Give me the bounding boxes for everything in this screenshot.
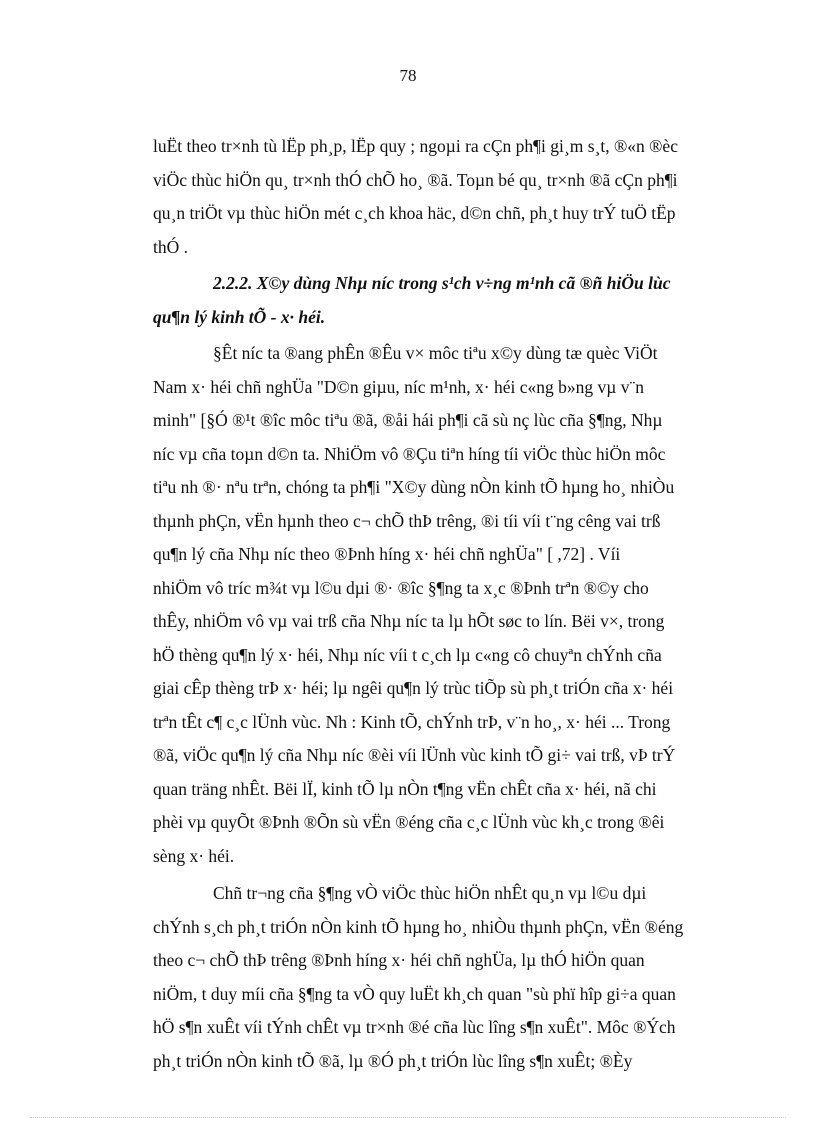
document-body: [153, 130, 766, 1078]
section-heading: [153, 267, 766, 334]
text-line: Nam x· héi chñ nghÜa "D©n giµu, níc m¹nh, x· héi c«ng b»ng vµ v¨n: [153, 376, 645, 397]
text-line: nhiÖm vô tríc m¾t vµ l©u dµi ®· ®îc §¶ng ta x¸c ®Þnh trªn ®©y cho: [153, 577, 649, 598]
text-line: theo c¬ chÕ thÞ trêng ®Þnh híng x· héi chñ nghÜa, lµ thÓ hiÖn quan: [153, 950, 645, 970]
text-line: níc vµ cña toµn d©n ta. NhiÖm vô ®Çu tiªn híng tíi viÖc thùc hiÖn môc: [153, 443, 666, 464]
text-line: hÖ s¶n xuÊt víi tÝnh chÊt vµ tr×nh ®é cña lùc lîng s¶n xuÊt". Môc ®Ých: [153, 1017, 676, 1037]
page-number: 78: [399, 66, 417, 85]
text-line: Chñ tr¬ng cña §¶ng vÒ viÖc thùc hiÖn nhÊt qu¸n vµ l©u dµi: [213, 883, 647, 903]
text-line: thµnh phÇn, vËn hµnh theo c¬ chÕ thÞ trêng, ®i tíi víi t¨ng cêng vai trß: [153, 510, 661, 531]
text-line: §Êt níc ta ®ang phÊn ®Êu v× môc tiªu x©y dùng tæ quèc ViÖt: [213, 343, 658, 363]
heading-line: qu¶n lý kinh tÕ - x· héi.: [153, 306, 326, 327]
heading-line: 2.2.2. X©y dùng Nhµ níc trong s¹ch v÷ng m¹nh cã ®ñ hiÖu lùc: [213, 273, 671, 293]
text-line: giai cÊp thèng trÞ x· héi; lµ ngêi qu¶n lý trùc tiÕp sù ph¸t triÓn cña x· héi: [153, 678, 674, 698]
page-bottom-divider: [30, 1117, 786, 1118]
paragraph: [153, 337, 766, 873]
text-line: luËt theo tr×nh tù lËp ph¸p, lËp quy ; ngoµi ra cÇn ph¶i gi¸m s¸t, ®«n ®èc: [153, 136, 678, 156]
text-line: ph¸t triÓn nÒn kinh tÕ ®ã, lµ ®Ó ph¸t triÓn lùc lîng s¶n xuÊt; ®Èy: [153, 1050, 633, 1071]
text-line: quan träng nhÊt. Bëi lÏ, kinh tÕ lµ nÒn t¶ng vËn chÊt cña x· héi, nã chi: [153, 778, 657, 799]
text-line: niÖm, t duy míi cña §¶ng ta vÒ quy luËt kh¸ch quan "sù phï hîp gi÷a quan: [153, 983, 676, 1004]
text-line: qu¶n lý cña Nhµ níc theo ®Þnh híng x· héi chñ nghÜa" [ ,72] . Víi: [153, 544, 621, 564]
paragraph: [153, 877, 766, 1078]
text-line: thÓ .: [153, 236, 188, 257]
text-line: tiªu nh ®· nªu trªn, chóng ta ph¶i "X©y dùng nÒn kinh tÕ hµng ho¸ nhiÒu: [153, 477, 675, 497]
text-line: trªn tÊt c¶ c¸c lÜnh vùc. Nh : Kinh tÕ, chÝnh trÞ, v¨n ho¸, x· héi ... Trong: [153, 711, 671, 732]
text-line: hÖ thèng qu¶n lý x· héi, Nhµ níc víi t c¸ch lµ c«ng cô chuyªn chÝnh cña: [153, 644, 662, 665]
text-line: minh" [§Ó ®¹t ®îc môc tiªu ®ã, ®åi hái ph¶i cã sù nç lùc cña §¶ng, Nhµ: [153, 410, 663, 430]
text-line: phèi vµ quyÕt ®Þnh ®Õn sù vËn ®éng cña c¸c lÜnh vùc kh¸c trong ®êi: [153, 812, 665, 832]
text-line: chÝnh s¸ch ph¸t triÓn nÒn kinh tÕ hµng ho¸ nhiÒu thµnh phÇn, vËn ®éng: [153, 916, 684, 937]
text-line: qu¸n triÖt vµ thùc hiÖn mét c¸ch khoa häc, d©n chñ, ph¸t huy trÝ tuÖ tËp: [153, 203, 676, 223]
text-line: ®ã, viÖc qu¶n lý cña Nhµ níc ®èi víi lÜnh vùc kinh tÕ gi÷ vai trß, vÞ trÝ: [153, 745, 676, 765]
text-line: sèng x· héi.: [153, 845, 235, 866]
paragraph-continuation: [153, 130, 766, 264]
text-line: thÊy, nhiÖm vô vµ vai trß cña Nhµ níc ta lµ hÕt søc to lín. Bëi v×, trong: [153, 611, 665, 631]
text-line: viÖc thùc hiÖn qu¸ tr×nh thÓ chÕ ho¸ ®ã. Toµn bé qu¸ tr×nh ®ã cÇn ph¶i: [153, 169, 678, 190]
